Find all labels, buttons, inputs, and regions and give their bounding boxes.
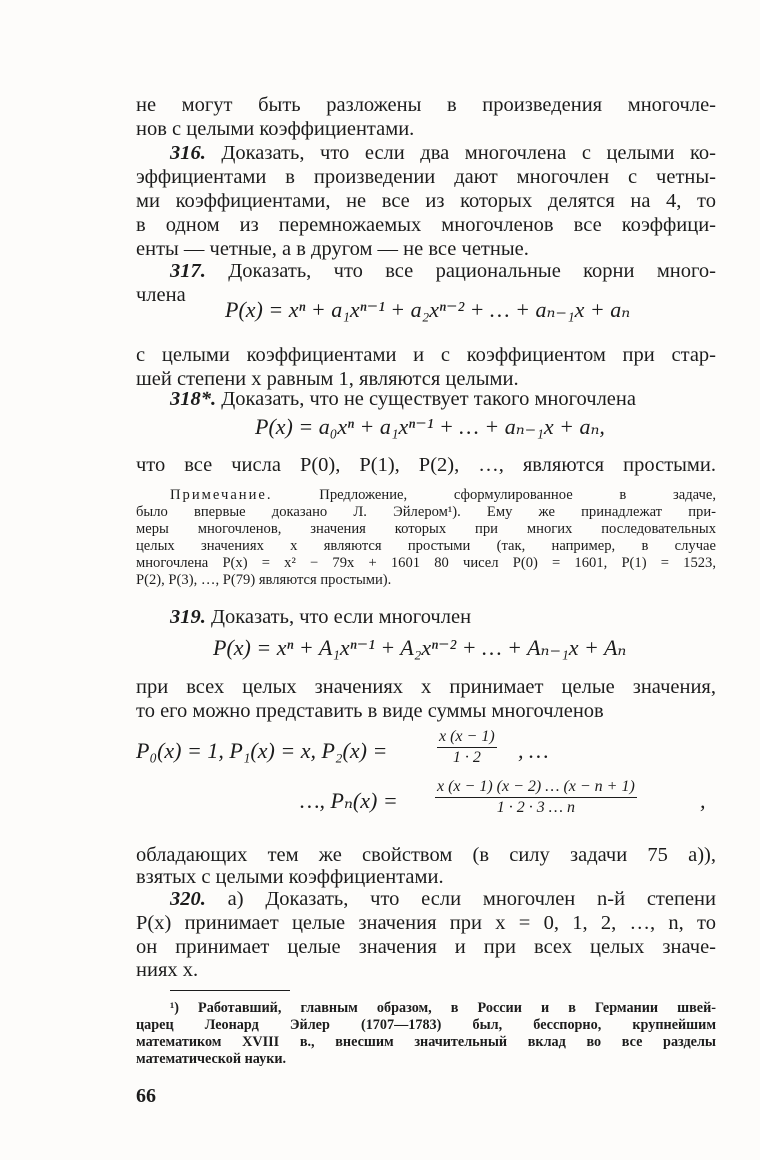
note-label: Примечание. <box>170 487 273 503</box>
note-line: целых значениях x являются простыми (так, например, в случае <box>136 538 716 554</box>
text: Доказать, что не существует такого многочлена <box>221 388 636 410</box>
text: Доказать, что все рациональные корни много- <box>228 260 717 282</box>
problem-320-line <box>170 887 716 911</box>
text-line: P(x) принимает целые значения при x = 0, 1, 2, …, n, то <box>136 912 716 934</box>
fraction-p2 <box>437 727 497 768</box>
numerator: x (x − 1) <box>437 727 497 748</box>
denominator: 1 · 2 · 3 … n <box>496 799 576 816</box>
text: а) Доказать, что если многочлен n-й степени <box>227 888 716 910</box>
problem-number: 316. <box>170 142 206 164</box>
note-line: P(2), P(3), …, P(79) являются простыми). <box>136 572 392 588</box>
formula-317: P(x) = xⁿ + a₁xⁿ⁻¹ + a₂xⁿ⁻² + … + aₙ₋₁x + aₙ <box>225 297 631 322</box>
text-line: с целыми коэффициентами и с коэффициентом при стар- <box>136 344 716 366</box>
footnote-rule <box>170 990 290 991</box>
text: Предложение, сформулированное в задаче, <box>319 487 717 503</box>
problem-number: 317. <box>170 260 206 282</box>
text-line: ми коэффициентами, не все из которых делятся на 4, то <box>136 190 716 212</box>
text-line: эффициентами в произведении дают многочлен с четны- <box>136 166 716 188</box>
formula-pn: …, Pₙ(x) = <box>300 788 398 813</box>
footnote-line: математической науки. <box>136 1051 287 1067</box>
footnote-line: ¹) Работавший, главным образом, в России и в Германии швей- <box>170 1000 716 1016</box>
formula-tail: , <box>700 788 706 813</box>
problem-319-line <box>170 605 716 629</box>
note-line: было впервые доказано Л. Эйлером¹). Ему же принадлежат при- <box>136 504 716 520</box>
problem-number: 319. <box>170 606 206 628</box>
note-line <box>170 487 716 504</box>
text-line: обладающих тем же свойством (в силу задачи 75 а)), <box>136 844 716 866</box>
page-number: 66 <box>136 1085 156 1107</box>
text-line: енты — четные, а в другом — не все четные. <box>136 238 529 260</box>
text-line: то его можно представить в виде суммы многочленов <box>136 700 604 722</box>
text: Доказать, что если многочлен <box>211 606 472 628</box>
problem-317-line <box>170 259 716 283</box>
text-line: не могут быть разложены в произведения многочле- <box>136 94 716 116</box>
numerator: x (x − 1) (x − 2) … (x − n + 1) <box>435 777 637 798</box>
problem-316-line <box>170 141 716 165</box>
text-line: что все числа P(0), P(1), P(2), …, являются простыми. <box>136 454 716 476</box>
text-line: он принимает целые значения и при всех целых значе- <box>136 936 716 958</box>
formula-tail: , … <box>518 738 549 763</box>
problem-318-line <box>170 387 716 411</box>
footnote-line: математиком XVIII в., внесшим значительный вклад во все разделы <box>136 1034 716 1050</box>
text: Доказать, что если два многочлена с целыми ко- <box>221 142 717 164</box>
text-line: ниях x. <box>136 959 199 981</box>
problem-number: 318*. <box>170 388 217 410</box>
denominator: 1 · 2 <box>452 749 481 766</box>
formula-319: P(x) = xⁿ + A₁xⁿ⁻¹ + A₂xⁿ⁻² + … + Aₙ₋₁x + Aₙ <box>213 635 627 660</box>
fraction-pn <box>435 777 637 818</box>
text-line: члена <box>136 284 186 306</box>
text-line: при всех целых значениях x принимает целые значения, <box>136 676 716 698</box>
note-line: меры многочленов, значения которых при многих последовательных <box>136 521 716 537</box>
formula-318: P(x) = a₀xⁿ + a₁xⁿ⁻¹ + … + aₙ₋₁x + aₙ, <box>255 414 605 439</box>
text-line: в одном из перемножаемых многочленов все коэффици- <box>136 214 716 236</box>
note-line: многочлена P(x) = x² − 79x + 1601 80 чисел P(0) = 1601, P(1) = 1523, <box>136 555 716 571</box>
formula-p0-p2: P₀(x) = 1, P₁(x) = x, P₂(x) = <box>136 738 388 763</box>
footnote-line: царец Леонард Эйлер (1707—1783) был, бесспорно, крупнейшим <box>136 1017 716 1033</box>
text-line: шей степени x равным 1, являются целыми. <box>136 368 519 390</box>
problem-number: 320. <box>170 888 206 910</box>
text-line: нов с целыми коэффициентами. <box>136 118 415 140</box>
text-line: взятых с целыми коэффициентами. <box>136 866 444 888</box>
